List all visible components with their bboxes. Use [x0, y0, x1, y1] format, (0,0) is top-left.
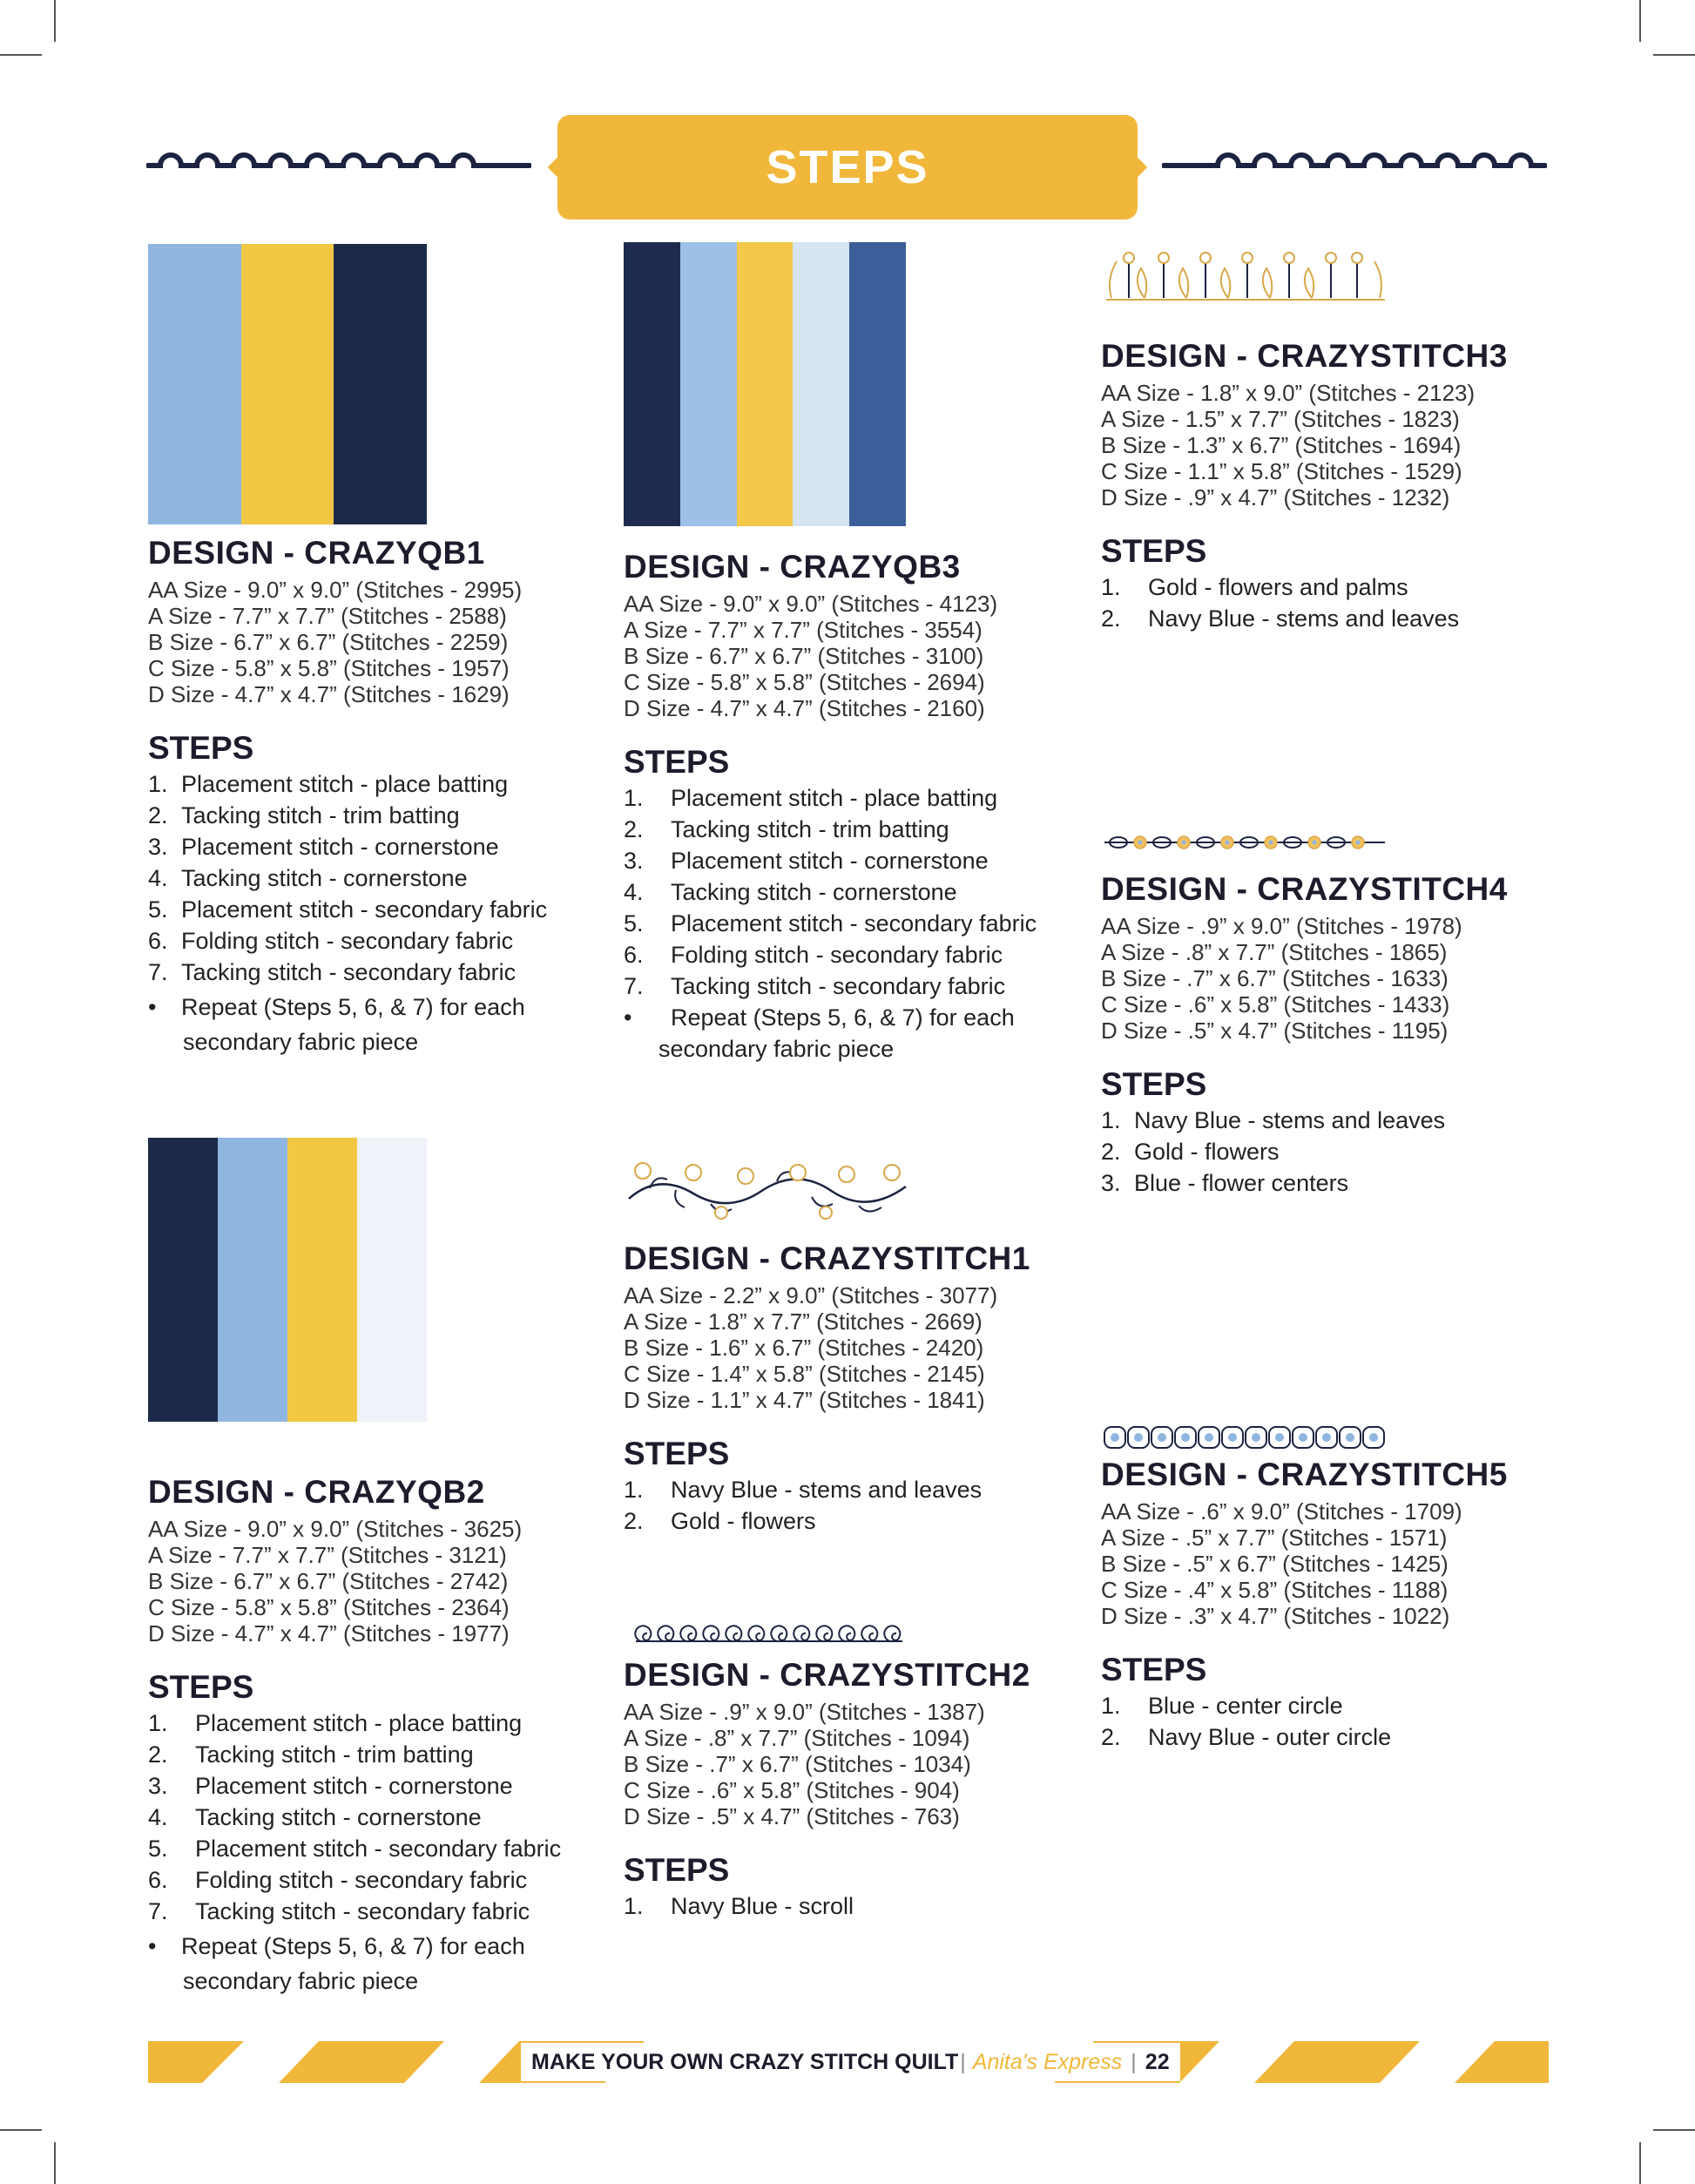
step-number: 2.: [1101, 1139, 1121, 1165]
size-b: B Size - .7” x 6.7” (Stitches - 1633): [1101, 965, 1449, 991]
fabric-strip-lightblue: [680, 242, 737, 526]
fabric-strip-yellow: [737, 242, 793, 526]
fabric-strip-navy-beehive: [148, 1138, 218, 1422]
size-c: C Size - 5.8” x 5.8” (Stitches - 2364): [148, 1594, 510, 1620]
step-number: 7.: [148, 959, 168, 985]
size-a: A Size - .8” x 7.7” (Stitches - 1865): [1101, 939, 1448, 965]
size-c: C Size - 5.8” x 5.8” (Stitches - 1957): [148, 655, 510, 681]
design-title: DESIGN - CRAZYQB3: [624, 549, 961, 585]
steps-heading: STEPS: [624, 744, 730, 780]
step-number: 1.: [148, 771, 168, 797]
steps-list: [624, 1474, 1077, 1537]
step-continuation: secondary fabric piece: [658, 1036, 895, 1062]
step-text: Tacking stitch - trim batting: [671, 816, 949, 842]
step-number: 2.: [1101, 1724, 1121, 1750]
step-number: 7.: [148, 1898, 168, 1924]
crop-mark: [1639, 2142, 1641, 2184]
step-item: [624, 970, 1077, 1002]
step-text: Placement stitch - cornerstone: [671, 848, 989, 874]
step-item: [624, 782, 1077, 814]
design-crazystitch3: [1101, 338, 1571, 634]
design-crazyqb2: [148, 1474, 601, 1997]
step-number: 5.: [148, 896, 168, 923]
step-continuation: secondary fabric piece: [183, 1968, 419, 1994]
size-list: [624, 1282, 1077, 1413]
step-number: 5.: [624, 910, 644, 936]
size-list: [624, 1699, 1077, 1829]
fabric-strip-lightblue: [148, 244, 241, 524]
step-text: Placement stitch - place batting: [195, 1710, 523, 1736]
step-number: 1.: [1101, 574, 1121, 600]
steps-list: [1101, 1690, 1571, 1753]
step-item: [148, 925, 584, 957]
step-number: 1.: [148, 1710, 168, 1736]
size-c: C Size - .6” x 5.8” (Stitches - 1433): [1101, 991, 1450, 1018]
step-text: Navy Blue - scroll: [671, 1893, 854, 1919]
fabric-strip-navy-beehive: [334, 244, 427, 524]
size-c: C Size - 5.8” x 5.8” (Stitches - 2694): [624, 669, 985, 695]
step-item: [148, 1802, 601, 1833]
design-title: DESIGN - CRAZYSTITCH2: [624, 1657, 1030, 1693]
size-d: D Size - .5” x 4.7” (Stitches - 1195): [1101, 1018, 1449, 1044]
steps-heading: STEPS: [148, 730, 254, 766]
fabric-swatch-crazyqb2: [148, 1138, 427, 1422]
step-text: Placement stitch - secondary fabric: [195, 1836, 562, 1862]
size-a: A Size - 7.7” x 7.7” (Stitches - 3121): [148, 1542, 507, 1568]
step-item: [1101, 603, 1571, 634]
crazystitch2-preview: [632, 1615, 906, 1645]
size-a: A Size - 1.5” x 7.7” (Stitches - 1823): [1101, 406, 1460, 432]
crazystitch4-preview: [1101, 829, 1388, 855]
step-text: Tacking stitch - cornerstone: [181, 865, 468, 891]
size-c: C Size - 1.4” x 5.8” (Stitches - 2145): [624, 1361, 985, 1387]
step-item: [148, 800, 584, 831]
step-text: Tacking stitch - trim batting: [195, 1741, 474, 1768]
size-b: B Size - 1.6” x 6.7” (Stitches - 2420): [624, 1335, 984, 1361]
step-text: Repeat (Steps 5, 6, & 7) for each: [181, 1933, 525, 1959]
step-text: Tacking stitch - secondary fabric: [671, 973, 1006, 999]
step-item: [624, 814, 1077, 845]
step-number: 2.: [624, 816, 644, 842]
size-b: B Size - 6.7” x 6.7” (Stitches - 3100): [624, 643, 984, 669]
crop-mark: [1639, 0, 1641, 42]
page-number: 22: [1145, 2049, 1170, 2074]
bullet-icon: •: [148, 1933, 157, 1959]
step-item: [148, 1739, 601, 1770]
size-b: B Size - 6.7” x 6.7” (Stitches - 2259): [148, 629, 509, 655]
bullet-icon: •: [148, 994, 157, 1020]
step-item: [148, 957, 584, 988]
steps-heading: STEPS: [1101, 1066, 1207, 1102]
step-text: Placement stitch - place batting: [181, 771, 509, 797]
step-item: [624, 876, 1077, 908]
step-item: [1101, 571, 1571, 603]
step-text: Placement stitch - place batting: [671, 785, 998, 811]
design-crazyqb1: [148, 535, 584, 1058]
step-item: [148, 831, 584, 862]
size-list: [148, 577, 584, 707]
design-crazystitch4: [1101, 871, 1571, 1199]
step-item: [148, 862, 584, 894]
step-number: 2.: [148, 802, 168, 828]
crop-mark: [54, 2142, 56, 2184]
design-title: DESIGN - CRAZYSTITCH3: [1101, 338, 1508, 374]
size-d: D Size - 1.1” x 4.7” (Stitches - 1841): [624, 1387, 985, 1413]
crazystitch1-preview: [624, 1155, 911, 1225]
step-item: [148, 1707, 601, 1739]
footer-brand: Anita's Express: [972, 2049, 1123, 2074]
crazystitch3-preview: [1103, 244, 1388, 305]
step-item: [1101, 1690, 1571, 1721]
step-number: 2.: [624, 1508, 644, 1534]
step-number: 3.: [624, 848, 644, 874]
step-text: Tacking stitch - cornerstone: [195, 1804, 482, 1830]
size-a: A Size - .5” x 7.7” (Stitches - 1571): [1101, 1525, 1448, 1551]
step-item: [624, 1002, 1077, 1033]
step-number: 1.: [1101, 1693, 1121, 1719]
steps-list: [148, 768, 584, 1058]
bullet-icon: •: [624, 1004, 632, 1031]
size-d: D Size - 4.7” x 4.7” (Stitches - 1629): [148, 681, 510, 707]
size-d: D Size - .5” x 4.7” (Stitches - 763): [624, 1803, 960, 1829]
step-text: Gold - flowers and palms: [1148, 574, 1408, 600]
size-a: A Size - 7.7” x 7.7” (Stitches - 2588): [148, 603, 507, 629]
fabric-strip-white-blue: [793, 242, 849, 526]
design-title: DESIGN - CRAZYSTITCH4: [1101, 871, 1508, 907]
steps-heading: STEPS: [624, 1852, 730, 1888]
size-c: C Size - 1.1” x 5.8” (Stitches - 1529): [1101, 458, 1462, 484]
step-item: [148, 991, 584, 1023]
step-item: [1101, 1136, 1571, 1167]
step-item: [1101, 1721, 1571, 1753]
crop-mark: [0, 54, 42, 56]
step-number: 4.: [148, 865, 168, 891]
size-aa: AA Size - 9.0” x 9.0” (Stitches - 2995): [148, 577, 523, 603]
size-a: A Size - 7.7” x 7.7” (Stitches - 3554): [624, 617, 983, 643]
size-a: A Size - .8” x 7.7” (Stitches - 1094): [624, 1725, 970, 1751]
size-b: B Size - .5” x 6.7” (Stitches - 1425): [1101, 1551, 1449, 1577]
fabric-swatch-crazyqb3: [624, 242, 906, 526]
size-list: [148, 1516, 601, 1646]
step-number: 2.: [148, 1741, 168, 1768]
wave-border-right: [1162, 139, 1547, 171]
size-list: [1101, 913, 1571, 1044]
step-number: 3.: [148, 834, 168, 860]
design-title: DESIGN - CRAZYSTITCH1: [624, 1241, 1030, 1276]
steps-list: [624, 782, 1077, 1065]
step-text: Folding stitch - secondary fabric: [195, 1867, 528, 1893]
step-number: 3.: [148, 1773, 168, 1799]
step-text: Navy Blue - outer circle: [1148, 1724, 1392, 1750]
step-text: Placement stitch - cornerstone: [195, 1773, 513, 1799]
size-d: D Size - 4.7” x 4.7” (Stitches - 1977): [148, 1620, 510, 1646]
steps-heading: STEPS: [1101, 533, 1207, 569]
crop-mark: [54, 0, 56, 42]
step-item: [148, 1770, 601, 1802]
step-item: [1101, 1105, 1571, 1136]
steps-heading: STEPS: [624, 1436, 730, 1471]
wave-border-left: [146, 139, 531, 171]
step-text: Tacking stitch - secondary fabric: [195, 1898, 530, 1924]
step-text: Folding stitch - secondary fabric: [671, 942, 1003, 968]
crazystitch5-preview: [1103, 1423, 1388, 1453]
step-number: 1.: [624, 1893, 644, 1919]
step-text: Placement stitch - cornerstone: [181, 834, 499, 860]
fabric-strip-navy-butterfly: [624, 242, 680, 526]
step-item: [624, 939, 1077, 970]
size-d: D Size - 4.7” x 4.7” (Stitches - 2160): [624, 695, 985, 721]
footer: [521, 2043, 1180, 2081]
step-item: [624, 845, 1077, 876]
step-item: [624, 908, 1077, 939]
step-number: 3.: [1101, 1170, 1121, 1196]
steps-list: [624, 1890, 1077, 1922]
step-text: Navy Blue - stems and leaves: [1148, 605, 1460, 632]
step-number: 7.: [624, 973, 644, 999]
step-number: 5.: [148, 1836, 168, 1862]
step-item: [148, 1930, 601, 1962]
crop-mark: [0, 2129, 42, 2131]
size-b: B Size - 6.7” x 6.7” (Stitches - 2742): [148, 1568, 509, 1594]
step-text: Tacking stitch - trim batting: [181, 802, 460, 828]
size-aa: AA Size - 1.8” x 9.0” (Stitches - 2123): [1101, 380, 1476, 406]
size-b: B Size - 1.3” x 6.7” (Stitches - 1694): [1101, 432, 1462, 458]
design-title: DESIGN - CRAZYQB2: [148, 1474, 485, 1510]
step-number: 1.: [1101, 1107, 1121, 1133]
step-text: Repeat (Steps 5, 6, & 7) for each: [671, 1004, 1015, 1031]
design-crazystitch2: [624, 1657, 1077, 1922]
steps-list: [148, 1707, 601, 1997]
size-aa: AA Size - 2.2” x 9.0” (Stitches - 3077): [624, 1282, 998, 1308]
size-aa: AA Size - 9.0” x 9.0” (Stitches - 3625): [148, 1516, 523, 1542]
step-number: 6.: [148, 928, 168, 954]
step-item: [624, 1505, 1077, 1537]
step-item: [148, 1896, 601, 1927]
design-crazyqb3: [624, 549, 1077, 1065]
fabric-strip-yellow: [287, 1138, 357, 1422]
design-title: DESIGN - CRAZYQB1: [148, 535, 485, 571]
step-number: 4.: [148, 1804, 168, 1830]
design-crazystitch1: [624, 1241, 1077, 1537]
step-text: Blue - center circle: [1148, 1693, 1343, 1719]
steps-list: [1101, 1105, 1571, 1199]
step-number: 1.: [624, 785, 644, 811]
size-aa: AA Size - .6” x 9.0” (Stitches - 1709): [1101, 1498, 1462, 1525]
step-text: Blue - flower centers: [1134, 1170, 1349, 1196]
design-crazystitch5: [1101, 1457, 1571, 1753]
step-text: Tacking stitch - cornerstone: [671, 879, 957, 905]
step-text: Placement stitch - secondary fabric: [671, 910, 1037, 936]
step-item: [624, 1890, 1077, 1922]
size-b: B Size - .7” x 6.7” (Stitches - 1034): [624, 1751, 971, 1777]
fabric-strip-white-butterfly: [357, 1138, 427, 1422]
steps-banner: [557, 115, 1138, 220]
step-number: 6.: [624, 942, 644, 968]
step-number: 1.: [624, 1477, 644, 1503]
step-text: Navy Blue - stems and leaves: [671, 1477, 983, 1503]
fabric-swatch-crazyqb1: [148, 244, 427, 524]
crop-mark: [1653, 54, 1695, 56]
size-aa: AA Size - .9” x 9.0” (Stitches - 1978): [1101, 913, 1462, 939]
size-aa: AA Size - .9” x 9.0” (Stitches - 1387): [624, 1699, 985, 1725]
step-item: [624, 1474, 1077, 1505]
step-item: [148, 1864, 601, 1896]
size-aa: AA Size - 9.0” x 9.0” (Stitches - 4123): [624, 591, 998, 617]
step-number: 6.: [148, 1867, 168, 1893]
footer-separator: |: [1131, 2049, 1137, 2074]
step-number: 2.: [1101, 605, 1121, 632]
size-list: [1101, 380, 1571, 511]
size-a: A Size - 1.8” x 7.7” (Stitches - 2669): [624, 1308, 983, 1335]
step-continuation: secondary fabric piece: [183, 1029, 419, 1055]
footer-separator: |: [960, 2049, 966, 2074]
banner-title: STEPS: [766, 141, 929, 193]
fabric-strip-yellow: [241, 244, 334, 524]
design-title: DESIGN - CRAZYSTITCH5: [1101, 1457, 1508, 1492]
step-text: Navy Blue - stems and leaves: [1134, 1107, 1446, 1133]
size-d: D Size - .3” x 4.7” (Stitches - 1022): [1101, 1603, 1450, 1629]
step-item: [1101, 1167, 1571, 1199]
step-text: Repeat (Steps 5, 6, & 7) for each: [181, 994, 525, 1020]
step-text: Folding stitch - secondary fabric: [181, 928, 514, 954]
size-c: C Size - .4” x 5.8” (Stitches - 1188): [1101, 1577, 1449, 1603]
steps-heading: STEPS: [1101, 1652, 1207, 1687]
step-item: [148, 768, 584, 800]
step-item: [148, 1833, 601, 1864]
step-text: Tacking stitch - secondary fabric: [181, 959, 517, 985]
step-item: [148, 894, 584, 925]
step-number: 4.: [624, 879, 644, 905]
step-text: Gold - flowers: [671, 1508, 816, 1534]
fabric-strip-navy-floral: [849, 242, 906, 526]
crop-mark: [1653, 2129, 1695, 2131]
size-d: D Size - .9” x 4.7” (Stitches - 1232): [1101, 484, 1450, 511]
step-text: Gold - flowers: [1134, 1139, 1280, 1165]
size-c: C Size - .6” x 5.8” (Stitches - 904): [624, 1777, 960, 1803]
steps-heading: STEPS: [148, 1669, 254, 1705]
size-list: [624, 591, 1077, 721]
step-text: Placement stitch - secondary fabric: [181, 896, 548, 923]
size-list: [1101, 1498, 1571, 1629]
steps-list: [1101, 571, 1571, 634]
fabric-strip-lightblue: [218, 1138, 287, 1422]
footer-title: MAKE YOUR OWN CRAZY STITCH QUILT: [531, 2049, 959, 2074]
